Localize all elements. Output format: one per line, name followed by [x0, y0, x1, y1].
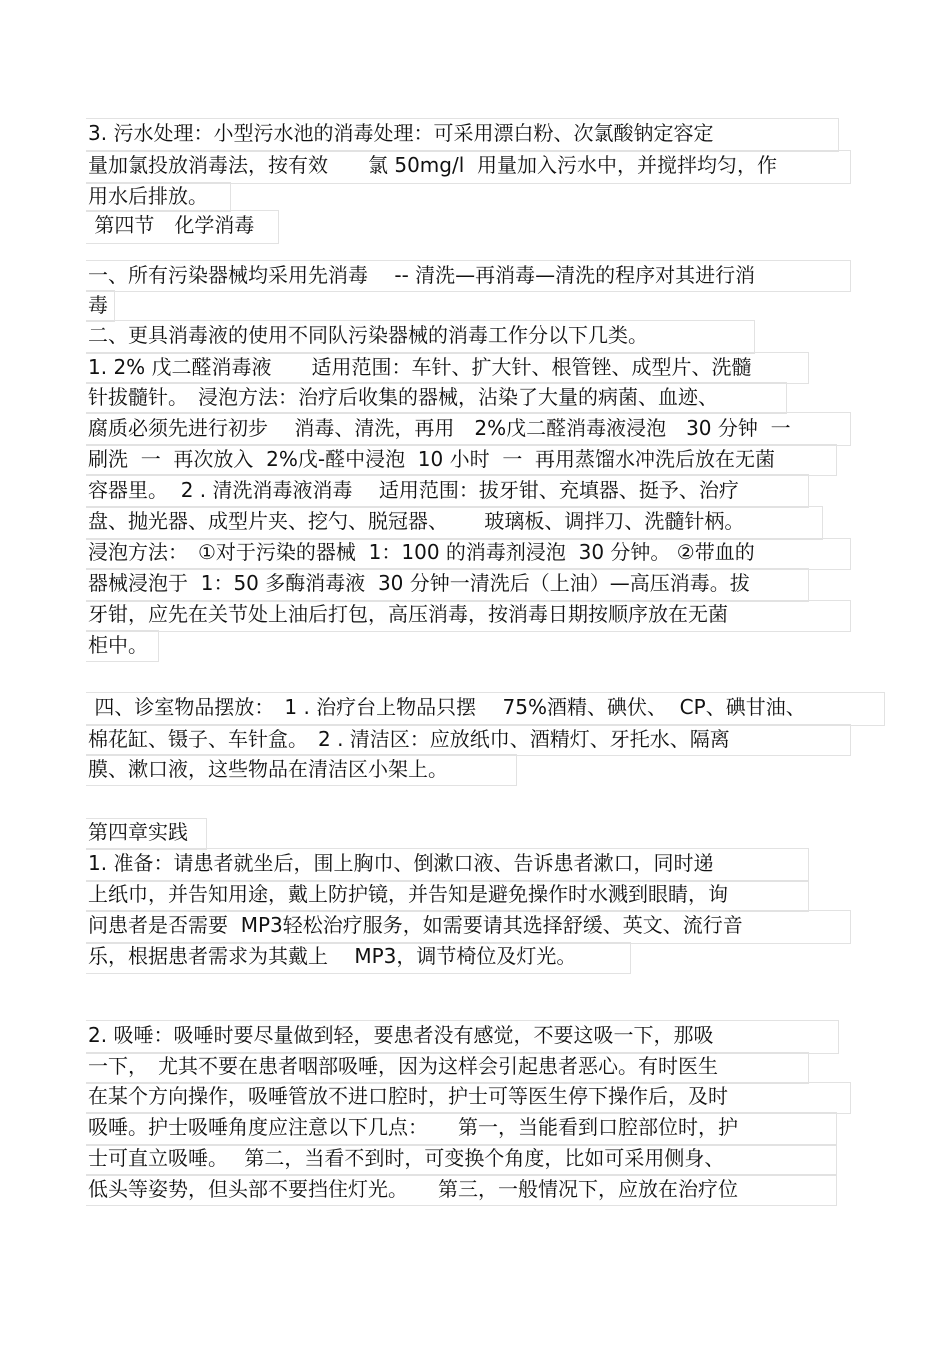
- text-line: 棉花缸、镊子、车针盒。 2 . 清洁区：应放纸巾、酒精灯、牙托水、隔离: [88, 727, 730, 751]
- text-line: 3. 污水处理：小型污水池的消毒处理：可采用漂白粉、次氯酸钠定容定: [88, 121, 714, 145]
- text-line: 一、所有污染器械均采用先消毒 -- 清洗—再消毒—清洗的程序对其进行消: [88, 263, 756, 287]
- chapter-heading: 第四章实践: [88, 820, 188, 844]
- text-line: 乐，根据患者需求为其戴上 MP3，调节椅位及灯光。: [88, 944, 577, 968]
- text-line: 针拔髓针。 浸泡方法：治疗后收集的器械，沾染了大量的病菌、血迹、: [88, 385, 718, 409]
- text-line: 膜、漱口液，这些物品在清洁区小架上。: [88, 757, 448, 781]
- text-line: 柜中。: [88, 633, 148, 657]
- text-line: 腐质必须先进行初步 消毒、清洗，再用 2%戊二醛消毒液浸泡 30 分钟 一: [88, 416, 791, 440]
- text-line: 毒: [88, 293, 108, 317]
- text-line: 一下， 尤其不要在患者咽部吸唾，因为这样会引起患者恶心。有时医生: [88, 1054, 718, 1078]
- text-line: 低头等姿势，但头部不要挡住灯光。 第三，一般情况下，应放在治疗位: [88, 1177, 738, 1201]
- text-line: 在某个方向操作，吸唾管放不进口腔时，护士可等医生停下操作后，及时: [88, 1084, 728, 1108]
- text-line: 士可直立吸唾。 第二，当看不到时，可变换个角度，比如可采用侧身、: [88, 1146, 725, 1170]
- section-heading: 第四节 化学消毒: [88, 213, 255, 237]
- text-line: 上纸巾，并告知用途，戴上防护镜，并告知是避免操作时水溅到眼睛，询: [88, 882, 728, 906]
- text-line: 浸泡方法： ①对于污染的器械 1：100 的消毒剂浸泡 30 分钟。 ②带血的: [88, 540, 755, 564]
- text-line: 容器里。 2 . 清洗消毒液消毒 适用范围：拔牙钳、充填器、挺予、治疗: [88, 478, 739, 502]
- text-line: 刷洗 一 再次放入 2%戊-醛中浸泡 10 小时 一 再用蒸馏水冲洗后放在无菌: [88, 447, 776, 471]
- text-line: 二、更具消毒液的使用不同队污染器械的消毒工作分以下几类。: [88, 323, 648, 347]
- text-line: 四、诊室物品摆放： 1 . 治疗台上物品只摆 75%酒精、碘伏、 CP、碘甘油、: [88, 695, 806, 719]
- text-line: 器械浸泡于 1：50 多酶消毒液 30 分钟一清洗后（上油）—高压消毒。拔: [88, 571, 750, 595]
- text-line: 2. 吸唾：吸唾时要尽量做到轻，要患者没有感觉，不要这吸一下，那吸: [88, 1023, 714, 1047]
- text-line: 量加氯投放消毒法，按有效 氯 50mg/l 用量加入污水中，并搅拌均匀，作: [88, 153, 777, 177]
- text-line: 牙钳，应先在关节处上油后打包，高压消毒，按消毒日期按顺序放在无菌: [88, 602, 728, 626]
- text-line: 盘、抛光器、成型片夹、挖勺、脱冠器、 玻璃板、调拌刀、洗髓针柄。: [88, 509, 745, 533]
- text-line: 1. 2% 戊二醛消毒液 适用范围：车针、扩大针、根管锉、成型片、洗髓: [88, 355, 752, 379]
- text-line: 1. 准备：请患者就坐后，围上胸巾、倒漱口液、告诉患者漱口，同时递: [88, 851, 714, 875]
- text-line: 吸唾。护士吸唾角度应注意以下几点： 第一，当能看到口腔部位时，护: [88, 1115, 738, 1139]
- text-line: 用水后排放。: [88, 184, 208, 208]
- text-line: 问患者是否需要 MP3轻松治疗服务，如需要请其选择舒缓、英文、流行音: [88, 913, 743, 937]
